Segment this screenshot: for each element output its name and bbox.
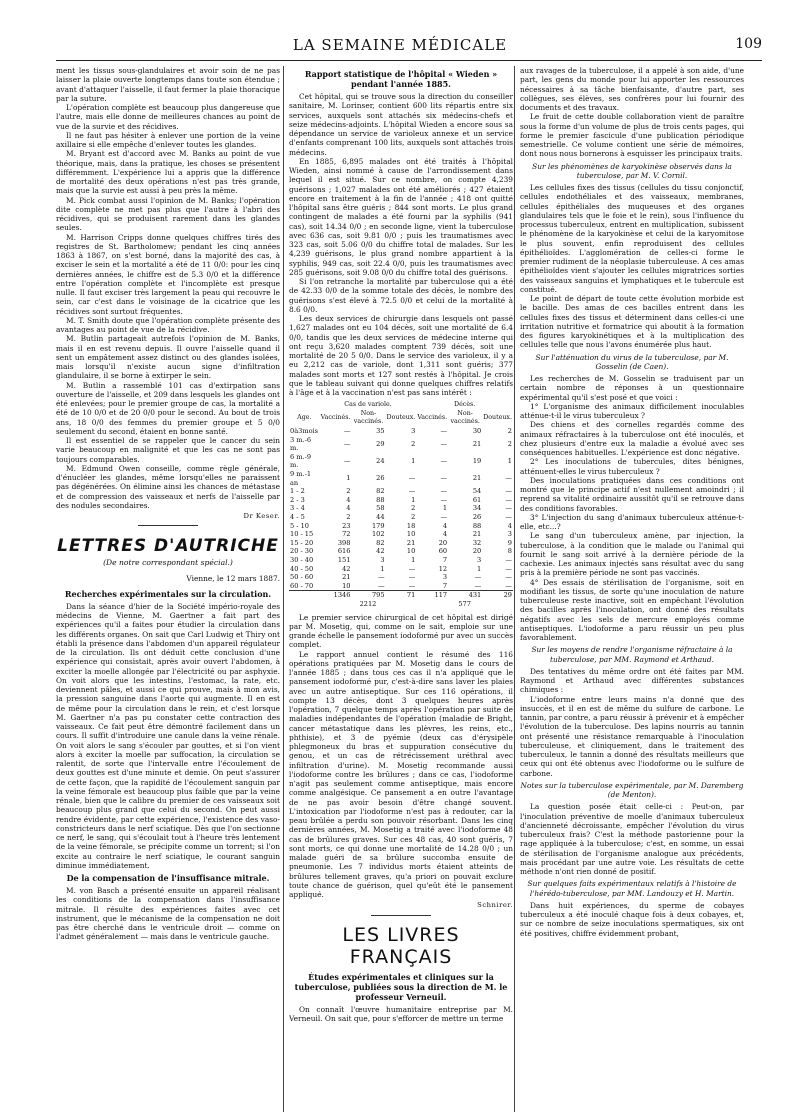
- table-body: [289, 427, 513, 608]
- table-cell: 3: [507, 530, 512, 539]
- table-cell: 1: [346, 474, 351, 483]
- table-row: [289, 513, 513, 522]
- subsection-title: Sur quelques faits expérimentaux relatifs à l'histoire de l'hérédo-tuberculose, par MM. Landouzy et H. Martin.: [527, 879, 737, 898]
- page-header: [0, 36, 800, 58]
- table-cell: —: [343, 427, 351, 436]
- paragraph: En 1885, 6,895 malades ont été traités à l'hôpital Wieden, ainsi nommé à cause de l'arrondissement dans lequel il est situé. Sur ce nombre, on compte 4,239 guérisons ; 1,027 malades ont été améliorés ; 427 étaient encore en traitement à la fin de l'année ; 418 ont quitté l'hôpital sans être guéris ; 844 sont morts. Le plus grand contingent de malades a été fourni par la syphilis (941 cas), soit 14.34 0/0 ; en seconde ligne, vient la tuberculose avec 636 cas, soit 9.81 0/0 ; puis les traumatismes avec 323 cas, soit 5.06 0/0 du chiffre total de malades. Sur les 4,239 guérisons, le plus grand nombre appartient à la syphilis, 949 cas, soit 22.4 0/0, puis les traumatismes avec 285 guérisons, soit 9.08 0/0 du chiffre total des guérisons.: [289, 156, 513, 277]
- table-cell: —: [408, 581, 416, 590]
- article-heading: Rapport statistique de l'hôpital « Wieden » pendant l'année 1885.: [304, 69, 498, 89]
- table-cell: —: [377, 581, 385, 590]
- table-cell: 44: [376, 512, 385, 521]
- table-cell: 32: [472, 538, 482, 547]
- table-cell: 30: [472, 427, 482, 436]
- table-cell: 54: [472, 487, 482, 496]
- table-row: [289, 504, 513, 513]
- table-cell: 42: [342, 564, 351, 573]
- signature: Dr Keser.: [243, 512, 280, 520]
- table-header: Douteux.: [483, 414, 512, 422]
- paragraph: Les cellules fixes des tissus (cellules du tissu conjonctif, cellules endothéliales et des vaisseaux, membranes, cellules épithéliales des muqueuses et des organes glandulaires tels que le foie et le rein), sous l'influence du processus tuberculeux, entrent en multiplication, subissent le phénomène de la karyokinèse et celui de la karyomitose le plus souvent, enfin reproduisent des cellules épithélioïdes. L'agglomération de celles-ci forme le premier rudiment de la néoplasie tuberculeuse. A ces amas épithélioïdes vient s'ajouter les cellules migratrices sorties des vaisseaux sanguins et lymphatiques et le tubercule est constitué.: [520, 183, 744, 294]
- table-cell: 71: [386, 591, 417, 600]
- table-cell: 10: [406, 547, 416, 556]
- paragraph: M. Bryant est d'accord avec M. Banks au point de vue théorique, mais, dans la pratique, les choses se présentent différemment. L'expérience lui a appris que la différence de mortalité des deux opérations n'est pas très grande, mais que la survie est aussi à peu près la même.: [56, 149, 280, 196]
- table-cell: 5 - 10: [290, 521, 310, 530]
- paragraph: M. von Basch a présenté ensuite un appareil réalisant les conditions de la compensation dans l'insuffisance mitrale. Il résulte des expériences faites avec cet instrument, que le mécanisme de la compensation ne doit pas être cherché dans le ventricule droit — comme on l'admet généralement — mais dans le ventricule gauche.: [56, 886, 280, 942]
- paragraph: Le fruit de cette double collaboration vient de paraître sous la forme d'un volume de plus de trois cents pages, qui forme le premier fascicule d'une publication périodique semestrielle. Ce volume contient une série de mémoires, dont nous nous bornerons à esquisser les principaux traits.: [520, 112, 744, 159]
- table-cell: 1: [507, 457, 512, 466]
- table-cell: 2: [507, 439, 512, 448]
- article-heading: De la compensation de l'insuffisance mitrale.: [66, 873, 270, 883]
- table-cell: 3: [380, 555, 385, 564]
- table-cell: —: [505, 573, 512, 582]
- table-cell: —: [505, 487, 512, 496]
- table-cell: —: [440, 457, 448, 466]
- table-sum-cell: 2212: [359, 599, 377, 608]
- table-cell: 3 - 4: [290, 504, 305, 513]
- paragraph: L'iodoforme entre leurs mains n'a donné que des insuccès, et il en est de même du sulfure de carbone. Le tannin, par contre, a paru réussir à prévenir et à empêcher l'évolution de la tuberculose. Des lapins nourris au tannin ont présenté une résistance remarquable à l'inoculation tuberculeuse, et cliniquement, dans le traitement des tuberculeux, le tannin a donné des résultats meilleurs que ceux qui ont été obtenus avec l'iodoforme ou le sulfure de carbone.: [520, 694, 744, 778]
- table-cell: 20: [472, 547, 482, 556]
- paragraph: M. Harrison Cripps donne quelques chiffres tirés des registres de St. Bartholomew; pendant les cinq années 1863 à 1867, on s'est borné, dans la majorité des cas, à exciser le sein et la mortalité a été de 11 0/0: pour les cinq dernières années, le chiffre est de 5.3 0/0 et la différence entre l'opération complète et l'incomplète est presque nulle. Il faut exciser très largement la peau qui recouvre le sein, car c'est dans le voisinage de la cicatrice que les récidives sont surtout fréquentes.: [56, 232, 280, 316]
- table-cell: 2: [411, 504, 416, 513]
- paragraph: Des chiens et des cornelles regardés comme des animaux réfractaires à la tuberculose ont été inoculés, et chez plusieurs d'entre eux la maladie a évolué avec ses conséquences habituelles. L'expérience est donc négative.: [520, 420, 744, 457]
- table-header: Non-vaccinés.: [353, 409, 384, 426]
- table-cell: —: [505, 564, 512, 573]
- column-divider: [514, 66, 515, 1112]
- table-cell: 10: [342, 581, 351, 590]
- table-cell: —: [343, 439, 351, 448]
- table-cell: 21: [472, 530, 482, 539]
- table-cell: 9 m.-1 an: [290, 470, 312, 487]
- table-cell: 1: [411, 457, 416, 466]
- table-cell: 3: [442, 573, 448, 582]
- table-cell: 20 - 30: [290, 547, 314, 556]
- table-cell: 0à3mois: [290, 427, 319, 436]
- table-cell: 2: [411, 439, 416, 448]
- table-cell: 2: [411, 512, 416, 521]
- section-title-livres: LES LIVRES FRANÇAIS: [342, 923, 460, 968]
- table-cell: 2: [346, 512, 351, 521]
- table-row: [289, 496, 513, 505]
- table-cell: —: [505, 555, 512, 564]
- table-cell: 3: [411, 427, 416, 436]
- table-cell: —: [440, 427, 448, 436]
- column-left: [56, 66, 280, 1112]
- table-cell: —: [408, 487, 416, 496]
- table-cell: 398: [337, 538, 351, 547]
- table-cell: —: [474, 573, 482, 582]
- table-row: [289, 547, 513, 556]
- table-cell: 9: [507, 538, 512, 547]
- paragraph: 4° Des essais de stérilisation de l'organisme, soit en modifiant les tissus, de sorte qu'une inoculation de nature tuberculeuse reste inactive, soit en empêchant l'évolution des bacilles après l'inoculation, ont donné des résultats négatifs avec les sels de mercure employés comme antiseptiques. L'iodoforme a paru réussir un peu plus favorablement.: [520, 577, 744, 642]
- table-totals-row: [289, 591, 513, 600]
- table-cell: —: [505, 474, 512, 483]
- table-cell: 2: [507, 427, 512, 436]
- table-cell: 10: [406, 530, 416, 539]
- table-cell: 24: [376, 457, 385, 466]
- paragraph: Le rapport annuel contient le résumé des 116 opérations pratiquées par M. Mosetig dans le cours de l'année 1885 ; dans tous ces cas il n'a appliqué que le pansement iodoformé pur, c'est-à-dire sans laver les plaies avec un autre antiseptique. Sur ces 116 opérations, il compte 13 décès, dont 3 quelques heures après l'opération, 7 quelque temps après l'opération par suite de maladies indépendantes de l'opération (maladie de Bright, cancer métastatique dans les plèvres, les reins, etc., phthisie), et 3 de pyémie (deux cas d'érysipèle phlegmoneux du bras et suppuration consécutive du genou, et un cas de rétrécissement uréthral avec infiltration d'urine). M. Mosetig recommande aussi l'iodoforme contre les brûlures ; dans ce cas, l'iodoforme n'agit pas seulement comme antiseptique, mais encore comme analgésique. Ce pansement a en outre l'avantage de ne pas avoir besoin d'être changé souvent. L'intoxication par l'iodoforme n'est pas à redouter, car la peau brûlée a perdu son pouvoir résorbant. Dans les cinq dernières années, M. Mosetig a traité avec l'iodoforme 48 cas de brûlures graves. Sur ces 48 cas, 40 sont guéris, 7 sont morts, ce qui donne une mortalité de 14.28 0/0 ; un malade guéri de sa brûlure succomba ensuite de pneumonie. Les 7 individus morts étaient atteints de brûlures tellement graves, qu'a priori on pouvait exclure toute chance de guérison, quel qu'eût été le pansement appliqué.: [289, 649, 513, 899]
- table-cell: 26: [376, 474, 385, 483]
- table-cell: 4 - 5: [290, 512, 305, 521]
- table-sums-row: [289, 600, 513, 609]
- table-cell: 88: [376, 495, 385, 504]
- table-cell: 6 m.-9 m.: [290, 452, 312, 470]
- signature: Schnirer.: [477, 901, 513, 910]
- table-cell: 179: [371, 521, 385, 530]
- table-cell: 1: [442, 504, 448, 513]
- paragraph: aux ravages de la tuberculose, il a appelé à son aide, d'une part, les gens du monde pour lui apporter les ressources nécessaires à sa tâche bienfaisante, d'autre part, ses collègues, ses élèves, ses confrères pour lui fournir des documents et des travaux.: [520, 66, 744, 112]
- table-group-header: Décès.: [454, 401, 476, 409]
- table-cell: [289, 591, 320, 600]
- table-cell: —: [440, 487, 448, 496]
- paragraph: Des tentatives du même ordre ont été faites par MM. Raymond et Arthaud avec différentes substances chimiques :: [520, 666, 744, 695]
- table-cell: 30 - 40: [290, 555, 314, 564]
- table-cell: 431: [448, 591, 482, 600]
- table-row: [289, 470, 513, 487]
- table-cell: 7: [442, 555, 448, 564]
- table-cell: 21: [472, 439, 482, 448]
- table-cell: 1: [411, 495, 416, 504]
- table-cell: 12: [438, 564, 448, 573]
- table-cell: 82: [376, 487, 385, 496]
- paragraph: La question posée était celle-ci : Peut-on, par l'inoculation préventive de moelle d'animaux tuberculeux d'ancienneté décroissante, empêcher l'évolution du virus tuberculeux frais? C'est la méthode pastorienne pour la rage appliquée à la tuberculose; c'est, en somme, un essai de stérilisation de l'organisme analogue aux précédents, mais procédant par une autre voie. Les résultats de cette méthode n'ont rien donné de positif.: [520, 802, 744, 876]
- paragraph: M. Butlin a rassemblé 101 cas d'extirpation sans ouverture de l'aisselle, et 209 dans lesquels les glandes ont été enlevées; pour le premier groupe de cas, la mortalité a été de 10 0/0 et de 20 0/0 pour le second. Au bout de trois ans, 18 0/0 des femmes du premier groupe et 5 0/0 seulement du second, étaient en bonne santé.: [56, 380, 280, 436]
- table-cell: —: [474, 581, 482, 590]
- table-cell: 29: [376, 439, 385, 448]
- table-cell: 82: [376, 538, 385, 547]
- table-cell: 1 - 2: [290, 487, 305, 496]
- table-cell: —: [505, 581, 512, 590]
- table-cell: 4: [442, 530, 448, 539]
- table-header: Vaccinés.: [417, 414, 448, 422]
- paragraph: Il ne faut pas hésiter à enlever une portion de la veine axillaire si elle empêche d'enlever toutes les glandes.: [56, 130, 280, 149]
- table-cell: —: [408, 573, 416, 582]
- table-cell: 21: [472, 474, 482, 483]
- paragraph: Le sang d'un tuberculeux amène, par injection, la tuberculose, à la condition que le malade ou l'animal qui fournit le sang soit arrivé à la dernière période de la cachexie. Les animaux injectés sans résultat avec du sang pris à la première période ne sont pas vaccinés.: [520, 531, 744, 578]
- separator: [371, 915, 431, 916]
- table-cell: —: [377, 573, 385, 582]
- paragraph: M. Pick combat aussi l'opinion de M. Banks; l'opération dite complète ne met pas plus que l'autre à l'abri des récidives, qui se produisent rarement dans les glandes seules.: [56, 195, 280, 233]
- table-cell: 4: [346, 495, 351, 504]
- table-group-header: Cas de variole.: [344, 401, 392, 409]
- paragraph: Cet hôpital, qui se trouve sous la direction du conseiller sanitaire, M. Lorinser, contient 600 lits répartis entre six services, auxquels sont attachés six médecins-chefs et seize médecins-adjoints. L'hôpital Wieden a encore sous sa dépendance un service de varioleux annexe et un service d'enfants comprenant 100 lits, auxquels sont attachés trois médecins.: [289, 92, 513, 157]
- paragraph: 3° L'injection du sang d'animaux tuberculeux atténue-t-elle, etc...?: [520, 512, 744, 531]
- table-cell: 35: [376, 427, 385, 436]
- paragraph: Il est essentiel de se rappeler que le cancer du sein varie beaucoup en malignité et que les cas ne sont pas toujours comparables.: [56, 436, 280, 464]
- paragraph: M. Butlin partageait autrefois l'opinion de M. Banks, mais il en est revenu depuis. Il ouvre l'aisselle quand il sent un empâtement assez distinct ou des glandes isolées, mais lorsqu'il n'existe aucun signe d'infiltration glandulaire, il se borne à extirper le sein.: [56, 334, 280, 381]
- table-row: [289, 573, 513, 582]
- table-cell: 19: [472, 457, 482, 466]
- table-cell: —: [505, 504, 512, 513]
- table-cell: 102: [371, 530, 385, 539]
- table-row: [289, 530, 513, 539]
- table-header: Douteux.: [386, 414, 416, 422]
- table-row: [289, 453, 513, 470]
- table-cell: 616: [337, 547, 351, 556]
- paragraph: Les deux services de chirurgie dans lesquels ont passé 1,627 malades ont eu 104 décès, soit une mortalité de 6.4 0/0, tandis que les deux services de médecine interne qui ont reçu 3,620 malades comptent 739 décès, soit une mortalité de 20 5 0/0. Dans le service des varioleux, il y a eu 2,212 cas de variole, dont 1,311 sont guéris; 377 malades sont morts et 127 sont restés à l'hôpital. Je crois que le tableau suivant qui donne quelques chiffres relatifs à l'âge et à la vaccination n'est pas sans intérêt :: [289, 314, 513, 397]
- table-cell: 29: [482, 591, 513, 600]
- table-row: [289, 427, 513, 436]
- paragraph: Si l'on retranche la mortalité par tuberculose qui a été de 42.33 0/0 de la somme totale des décès, le nombre des guérisons s'est élevé à 72.5 0/0 et celui de la mortalité à 8.6 0/0.: [289, 277, 513, 314]
- header-rule: [56, 60, 762, 61]
- table-cell: 61: [472, 495, 482, 504]
- table-row: [289, 582, 513, 591]
- table-cell: —: [343, 457, 351, 466]
- paragraph: ment les tissus sous-glandulaires et avoir soin de ne pas laisser la plaie ouverte longtemps dans toute son étendue ; avant d'attaquer l'aisselle, il faut fermer la plaie thoracique par la suture.: [56, 66, 280, 103]
- subsection-title: Sur les moyens de rendre l'organisme réfractaire à la tuberculose, par MM. Raymond et Arthaud.: [531, 645, 733, 664]
- table-row: [289, 539, 513, 548]
- article-heading: Études expérimentales et cliniques sur la tuberculose, publiées sous la direction de M. le professeur Verneuil.: [294, 971, 508, 1002]
- table-cell: 4: [346, 504, 351, 513]
- table-header: Non-vaccinés.: [450, 409, 480, 426]
- subsection-title: Sur les phénomènes de karyokinèse observés dans la tuberculose, par M. V. Cornil.: [532, 161, 732, 180]
- separator: [138, 525, 198, 526]
- table-row: [289, 436, 513, 453]
- table-cell: —: [440, 495, 448, 504]
- table-cell: 7: [442, 581, 448, 590]
- table-cell: 20: [438, 538, 448, 547]
- column-divider: [283, 66, 284, 1112]
- paragraph: L'opération complète est beaucoup plus dangereuse que l'autre, mais elle donne de meilleures chances au point de vue de la survie et des récidives.: [56, 103, 280, 131]
- article-heading: Recherches expérimentales sur la circulation.: [64, 588, 272, 599]
- dateline: Vienne, le 12 mars 1887.: [186, 573, 280, 583]
- paragraph: M. T. Smith doute que l'opération complète présente des avantages au point de vue de la récidive.: [56, 315, 280, 334]
- paragraph: Les recherches de M. Gosselin se traduisent par un certain nombre de réponses à un questionnaire expérimental qu'il s'est posé et que voici :: [520, 374, 744, 402]
- table-cell: 21: [406, 538, 416, 547]
- correspondent-note: (De notre correspondant spécial.): [103, 558, 233, 568]
- column-right: [520, 66, 744, 1112]
- table-cell: 117: [416, 591, 448, 600]
- table-cell: 3: [477, 555, 482, 564]
- table-cell: 4: [507, 521, 512, 530]
- table-cell: —: [440, 474, 448, 483]
- table-cell: 88: [472, 521, 482, 530]
- table-cell: 18: [406, 521, 416, 530]
- table-sum-cell: 577: [458, 599, 471, 608]
- table-cell: 1: [380, 564, 385, 573]
- table-cell: 1346: [320, 591, 352, 600]
- paragraph: 2° Les inoculations de tubercules, dites bénignes, atténuent-elles le virus tuberculeux ?: [520, 457, 744, 476]
- table-header: Vaccinés.: [320, 414, 351, 422]
- table-cell: 34: [472, 504, 482, 513]
- table-cell: —: [408, 474, 416, 483]
- table-cell: —: [505, 495, 512, 504]
- table-cell: 8: [507, 547, 512, 556]
- table-row: [289, 522, 513, 531]
- journal-title: LA SEMAINE MÉDICALE: [292, 36, 508, 54]
- column-middle: [289, 66, 513, 1112]
- paragraph: Des inoculations pratiquées dans ces conditions ont montré que le principe actif n'est nullement amoindri ; il reprend sa vitalité ordinaire aussitôt qu'il se retrouve dans des conditions favorables.: [520, 475, 744, 513]
- table-row: [289, 556, 513, 565]
- table-row: [289, 487, 513, 496]
- table-cell: —: [505, 512, 512, 521]
- table-cell: —: [440, 512, 448, 521]
- table-cell: 50 - 60: [290, 573, 314, 582]
- paragraph: Dans huit expériences, du sperme de cobayes tuberculeux a été inoculé chaque fois à deux cobayes, et, sur ce nombre de seize inoculations spermatiques, six ont été positives, chiffre évidemment probant,: [520, 900, 744, 938]
- table-cell: 3 m.-6 m.: [290, 435, 312, 453]
- subsection-title: Sur l'atténuation du virus de la tuberculose, par M. Gosselin (de Caen).: [535, 352, 729, 371]
- table-cell: —: [440, 439, 448, 448]
- table-cell: 4: [442, 521, 448, 530]
- table-cell: [289, 600, 320, 609]
- variola-table: [289, 401, 513, 608]
- table-cell: 1: [477, 564, 482, 573]
- subsection-title: Notes sur la tuberculose expérimentale, par M. Daremberg (de Menton).: [520, 780, 744, 799]
- table-cell: 60: [438, 547, 448, 556]
- table-cell: 2 - 3: [290, 495, 305, 504]
- table-row: [289, 565, 513, 574]
- table-cell: 23: [342, 521, 351, 530]
- table-cell: 72: [342, 530, 351, 539]
- table-header: [289, 401, 320, 410]
- table-header: Age.: [297, 414, 312, 422]
- paragraph: On connaît l'œuvre humanitaire entreprise par M. Verneuil. On sait que, pour s'efforcer de mettre un terme: [289, 1004, 513, 1023]
- table-cell: —: [408, 564, 416, 573]
- table-cell: 2: [346, 487, 351, 496]
- paragraph: Le point de départ de toute cette évolution morbide est le bacille. Des amas de ces bacilles entrent dans les cellules fixes des tissus et déterminent dans celles-ci une irritation nutritive et formatrice qui aboutit à la formation des figures karyokinétiques et à la multiplication des cellules telle que nous l'avons énumérée plus haut.: [520, 294, 744, 350]
- table-cell: 21: [342, 573, 351, 582]
- table-cell: 15 - 20: [290, 538, 314, 547]
- section-title-lettres: LETTRES D'AUTRICHE: [57, 536, 279, 557]
- table-cell: 795: [351, 591, 385, 600]
- paragraph: Dans la séance d'hier de la Société império-royale des médecins de Vienne, M. Gaertner a fait part des expériences qu'il a faites pour étudier la circulation dans les différents organes. On sait que Carl Ludwig et Thiry ont établi la présence dans l'abdomen d'un appareil régulateur de la circulation. Ils ont déduit cette conclusion d'une expérience qui consistait, après avoir ouvert l'abdomen, à exciter la moelle allongée par l'électricité ou par asphyxie. On voit alors que les intestins, l'estomac, la rate, etc. deviennent pâles, et aussi ce qui prouve, mais à mon avis, la pression sanguine dans l'aorte qui augmente. Il en est de même pour la circulation dans le rein, et c'est lorsque M. Gaertner n'a pas pu constater cette contraction des vaisseaux. Ce fait peut être démontré facilement dans un cours. Il suffit d'introduire une canule dans la veine rénale. On voit alors le sang s'écouler par gouttes, et si l'on vient alors à exciter la moelle par suffocation, la circulation se ralentit, de sorte que l'intervalle entre l'écoulement de deux gouttes est d'une minute et demie. On peut s'assurer de cette façon, que la rapidité de l'écoulement sanguin par la veine fémorale est beaucoup plus faible que par la veine rénale, bien que le calibre du premier de ces vaisseaux soit beaucoup plus grand que celui du second. On peut aussi rendre évidente, par cette expérience, l'existence des vaso-constricteurs dans le nerf sciatique. Dès que l'on sectionne ce nerf, le sang, qui s'écoulait tout à l'heure très lentement de la veine fémorale, se précipite comme un torrent; si l'on excite au contraire le nerf sciatique, le courant sanguin diminue immédiatement.: [56, 601, 280, 870]
- paragraph: 1° L'organisme des animaux difficilement inoculables atténue-t-il le virus tuberculeux ?: [520, 401, 744, 420]
- table-cell: 1: [411, 555, 416, 564]
- page-number: 109: [735, 36, 762, 52]
- table-cell: 42: [376, 547, 385, 556]
- table-cell: 151: [337, 555, 351, 564]
- table-cell: 40 - 50: [290, 564, 314, 573]
- table-cell: 60 - 70: [290, 581, 314, 590]
- table-cell: 58: [376, 504, 385, 513]
- paragraph: Le premier service chirurgical de cet hôpital est dirigé par M. Mosetig, qui, comme on le sait, emploie sur une grande échelle le pansement iodoformé pur avec un succès complet.: [289, 612, 513, 650]
- table-cell: 26: [472, 512, 482, 521]
- table-cell: 10 - 15: [290, 530, 314, 539]
- paragraph: M. Edmund Owen conseille, comme règle générale, d'énucléer les glandes, même lorsqu'elles ne paraissent pas dégénérées. On élimine ainsi les chances de métastase et de compression des vaisseaux et nerfs de l'aisselle par des nodules secondaires.: [56, 463, 280, 510]
